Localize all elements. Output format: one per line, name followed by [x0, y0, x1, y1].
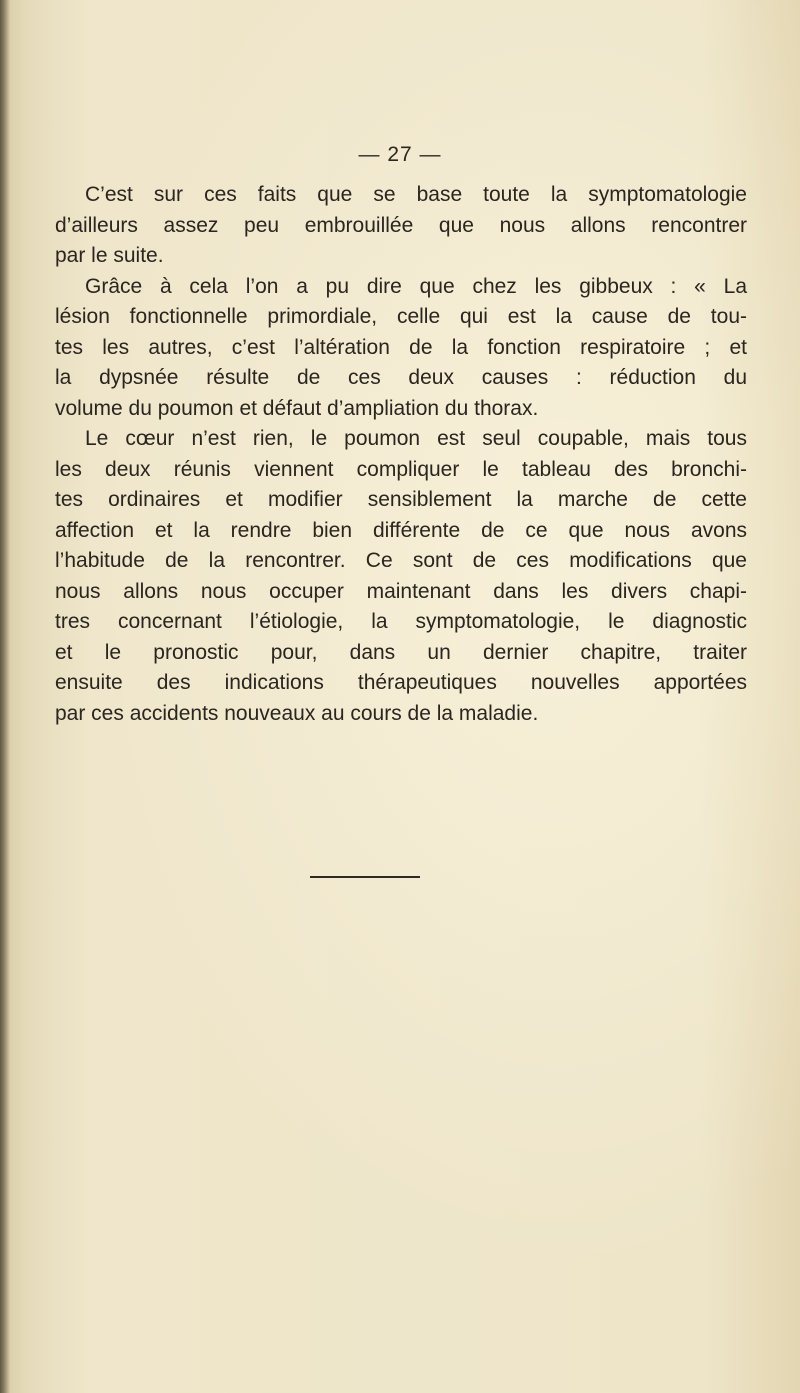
- text-line: C’est sur ces faits que se base toute la symptomatologie: [85, 183, 747, 206]
- text-line: ensuite des indications thérapeutiques nouvelles apportées: [55, 671, 747, 694]
- text-line: d’ailleurs assez peu embrouillée que nous allons rencontrer: [55, 213, 747, 237]
- text-line: Le cœur n’est rien, le poumon est seul coupable, mais tous: [85, 427, 747, 450]
- text-line: et le pronostic pour, dans un dernier chapitre, traiter: [55, 640, 747, 664]
- text-line: par le suite.: [55, 244, 164, 267]
- page-number: — 27 —: [358, 143, 442, 166]
- text-line: tes les autres, c’est l’altération de la fonction respiratoire ; et: [55, 335, 747, 359]
- text-line: tes ordinaires et modifier sensiblement la marche de cette: [55, 488, 747, 511]
- body-text: [55, 180, 747, 729]
- text-line: la dypsnée résulte de ces deux causes : réduction du: [55, 366, 747, 389]
- section-divider: [310, 876, 420, 878]
- text-line: l’habitude de la rencontrer. Ce sont de ces modifications que: [55, 549, 747, 572]
- text-line: volume du poumon et défaut d’ampliation du thorax.: [55, 396, 539, 420]
- text-line: Grâce à cela l’on a pu dire que chez les gibbeux : « La: [85, 274, 747, 298]
- text-line: lésion fonctionnelle primordiale, celle qui est la cause de tou-: [55, 305, 747, 328]
- text-line: tres concernant l’étiologie, la symptomatologie, le diagnostic: [55, 610, 747, 633]
- text-line: les deux réunis viennent compliquer le tableau des bronchi-: [55, 457, 747, 481]
- text-line: par ces accidents nouveaux au cours de la maladie.: [55, 701, 539, 725]
- text-line: nous allons nous occuper maintenant dans les divers chapi-: [55, 579, 747, 603]
- text-line: affection et la rendre bien différente de ce que nous avons: [55, 518, 747, 542]
- binding-edge-shadow: [0, 0, 10, 1393]
